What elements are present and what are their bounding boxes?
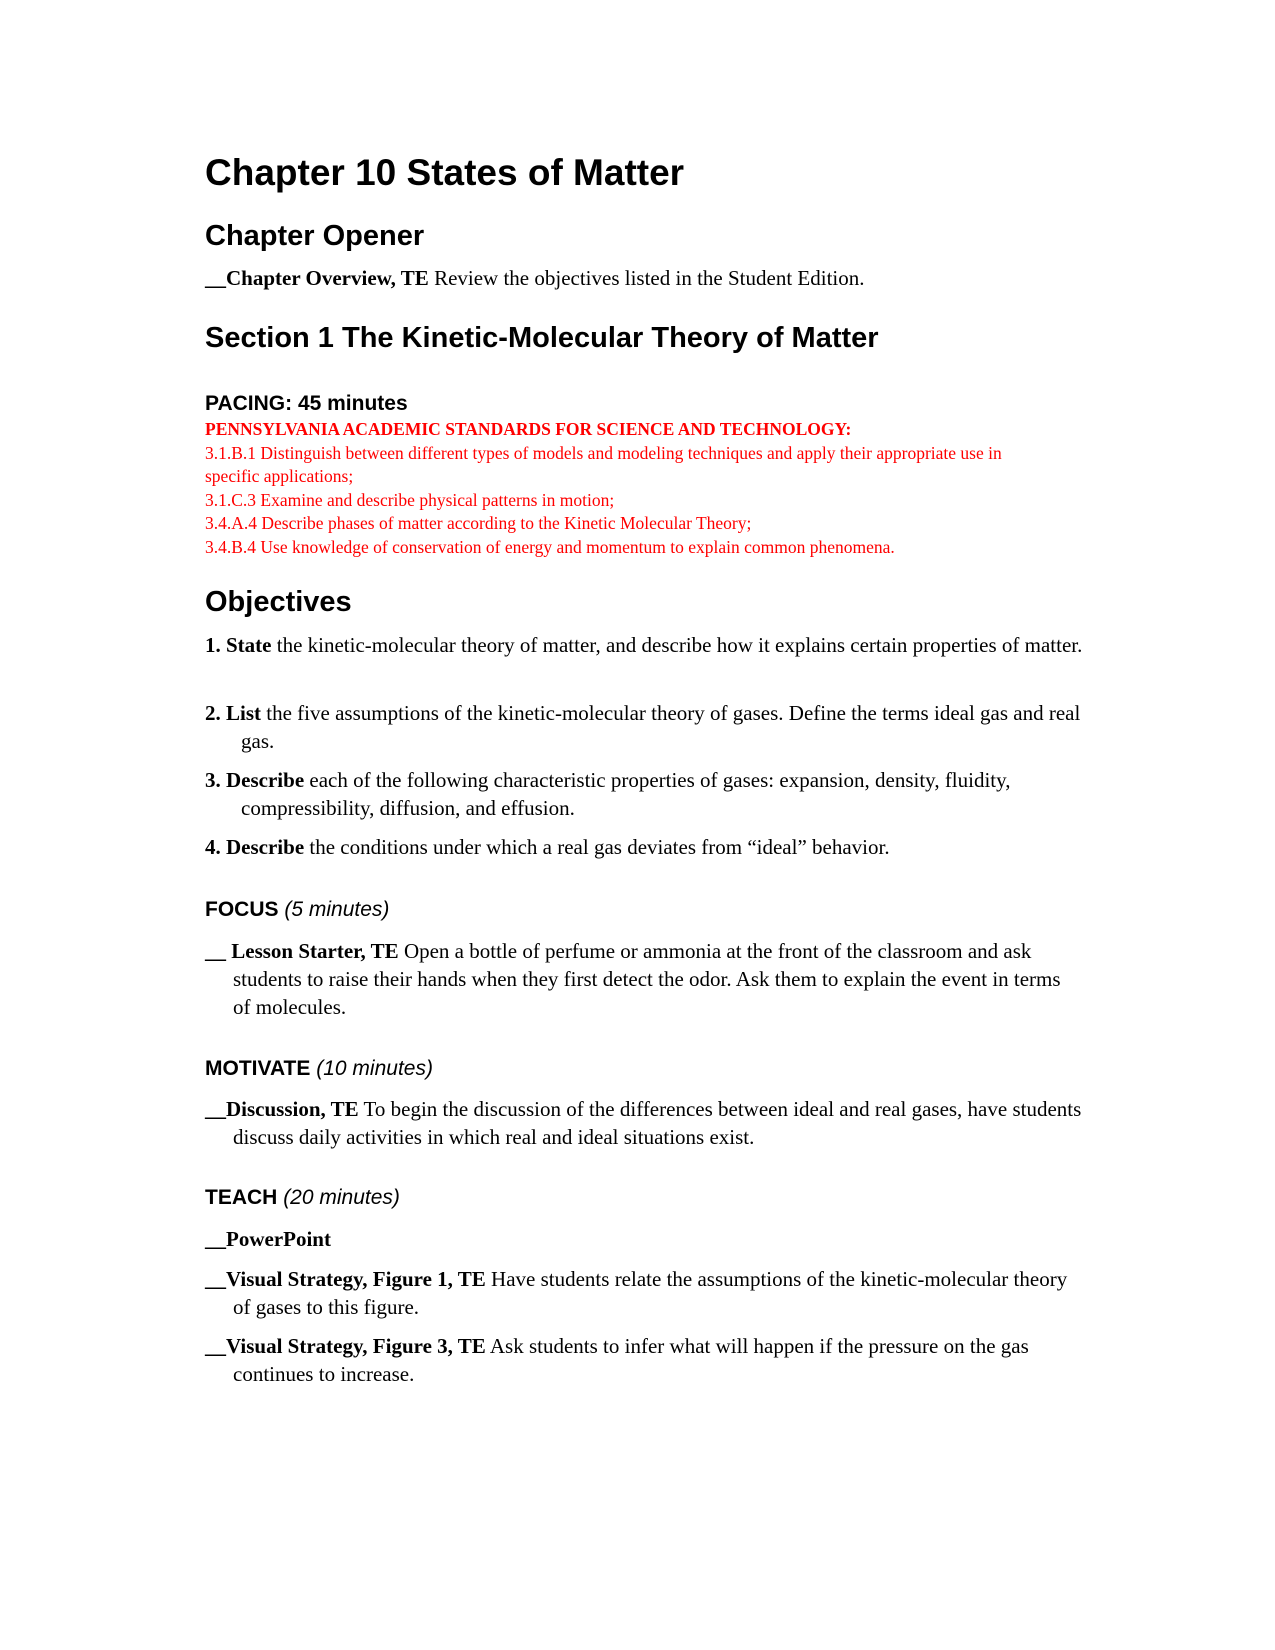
teach-item <box>205 1332 1083 1388</box>
objective-number: 4. <box>205 835 221 859</box>
objective-number: 3. <box>205 768 221 792</box>
standard-item: 3.1.C.3 Examine and describe physical patterns in motion; <box>205 489 615 510</box>
focus-heading <box>205 898 389 922</box>
teach-item-text: Ask students to infer what will happen if the pressure on the gas continues to increase. <box>233 1334 1029 1386</box>
opener-item <box>205 264 1065 292</box>
standard-item: 3.4.B.4 Use knowledge of conservation of energy and momentum to explain common phenomena. <box>205 536 895 557</box>
focus-item-text: Open a bottle of perfume or ammonia at the front of the classroom and ask students to raise their hands when they first detect the odor. Ask them to explain the event in terms of molecules. <box>233 939 1061 1019</box>
teach-time: (20 minutes) <box>283 1186 400 1209</box>
objective-number: 2. <box>205 701 221 725</box>
objective-item <box>205 833 1091 861</box>
teach-item <box>205 1225 1083 1253</box>
opener-item-title: __Chapter Overview, TE <box>205 266 429 290</box>
objective-number: 1. <box>205 633 221 657</box>
objective-item <box>205 631 1091 659</box>
teach-item <box>205 1265 1083 1321</box>
objective-text: the conditions under which a real gas deviates from “ideal” behavior. <box>304 835 890 859</box>
teach-heading <box>205 1186 400 1210</box>
teach-item-title: __PowerPoint <box>205 1227 331 1251</box>
chapter-title: Chapter 10 States of Matter <box>205 152 685 193</box>
standard-item: 3.1.B.1 Distinguish between different types of models and modeling techniques and apply their appropriate use in specific applications; <box>205 442 1002 486</box>
objective-verb: State <box>226 633 272 657</box>
objectives-heading: Objectives <box>205 586 352 618</box>
objective-text: the five assumptions of the kinetic-molecular theory of gases. Define the terms ideal gas and real gas. <box>241 701 1081 753</box>
standards-block <box>205 418 1055 559</box>
motivate-item <box>205 1095 1083 1151</box>
focus-item-title: __ Lesson Starter, TE <box>205 939 399 963</box>
teach-item-title: __Visual Strategy, Figure 1, TE <box>205 1267 486 1291</box>
standards-heading: PENNSYLVANIA ACADEMIC STANDARDS FOR SCIENCE AND TECHNOLOGY: <box>205 419 852 439</box>
motivate-time: (10 minutes) <box>316 1057 433 1080</box>
motivate-item-title: __Discussion, TE <box>205 1097 359 1121</box>
objective-text: each of the following characteristic properties of gases: expansion, density, fluidity, compressibility, diffusion, and effusion. <box>241 768 1011 820</box>
motivate-label: MOTIVATE <box>205 1057 311 1080</box>
objective-verb: Describe <box>226 835 305 859</box>
teach-label: TEACH <box>205 1186 278 1209</box>
motivate-item-text: To begin the discussion of the differences between ideal and real gases, have students discuss daily activities in which real and ideal situations exist. <box>233 1097 1082 1149</box>
motivate-heading <box>205 1057 433 1081</box>
focus-item <box>205 937 1083 1021</box>
teach-item-title: __Visual Strategy, Figure 3, TE <box>205 1334 486 1358</box>
pacing-label: PACING: 45 minutes <box>205 392 408 415</box>
teach-item-text: Have students relate the assumptions of the kinetic-molecular theory of gases to this figure. <box>233 1267 1068 1319</box>
objective-item <box>205 699 1091 755</box>
opener-item-text: Review the objectives listed in the Student Edition. <box>428 266 865 290</box>
objective-item <box>205 766 1091 822</box>
objective-verb: Describe <box>226 768 305 792</box>
objective-text: the kinetic-molecular theory of matter, and describe how it explains certain properties of matter. <box>271 633 1083 657</box>
focus-label: FOCUS <box>205 898 279 921</box>
opener-heading: Chapter Opener <box>205 220 425 252</box>
objective-verb: List <box>226 701 262 725</box>
section-heading: Section 1 The Kinetic-Molecular Theory of Matter <box>205 322 879 354</box>
standard-item: 3.4.A.4 Describe phases of matter according to the Kinetic Molecular Theory; <box>205 513 752 533</box>
focus-time: (5 minutes) <box>284 898 390 921</box>
